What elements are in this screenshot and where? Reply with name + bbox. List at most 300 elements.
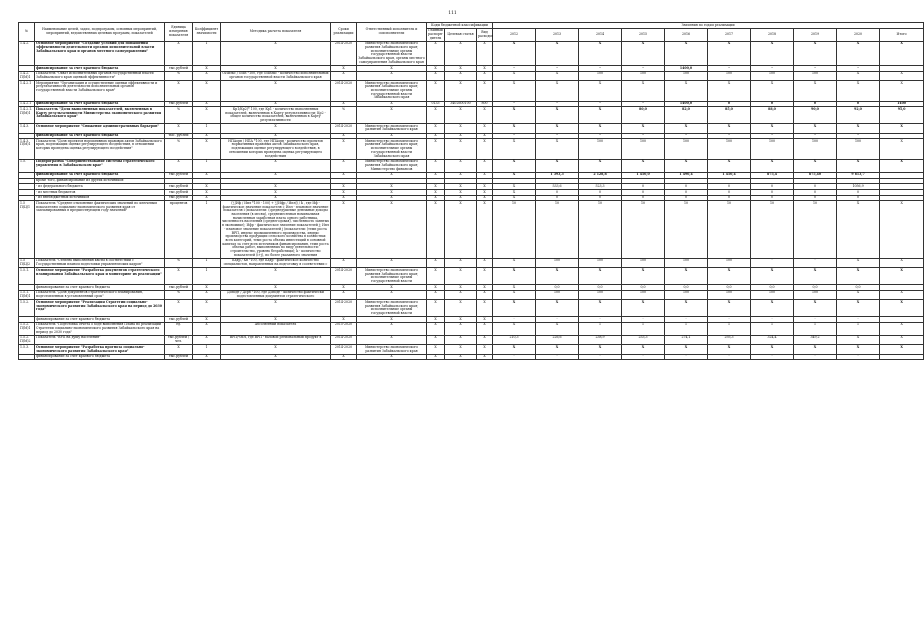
row-year-value: 1056,9	[837, 184, 880, 190]
row-year-value: X	[837, 290, 880, 299]
row-unit: X	[165, 300, 193, 317]
row-item-code: X	[445, 300, 477, 317]
row-year-value: 0	[751, 195, 794, 201]
row-year-value: -	[493, 354, 536, 360]
row-method: Кадр / Кв *100, где Кадр - фактическое количество специалистов, направленных на подготовку в соответствии с	[221, 258, 331, 267]
row-year-value: 533,6	[536, 184, 579, 190]
row-responsible: Министерство экономического развития Забайкальского края; исполнительные органы государственной власти	[357, 268, 427, 285]
row-item-code: X	[445, 124, 477, 133]
row-year-value: 0	[794, 190, 837, 196]
row-year-value: 100	[708, 71, 751, 80]
row-year-value: 100	[622, 290, 665, 299]
row-name: финансирование за счет краевого бюджета	[35, 133, 165, 139]
row-method: X	[221, 159, 331, 172]
row-term: X	[331, 258, 357, 267]
row-chief-code: X	[427, 345, 445, 354]
row-year-value: 10	[794, 201, 837, 259]
row-item-code: X	[445, 107, 477, 124]
row-kind-code: X	[477, 290, 493, 299]
row-name: Основное мероприятие "Разработка документов стратегического планирования Забайкальского края и мониторинг их реализации"	[35, 268, 165, 285]
row-responsible: Министерство экономического развития Забайкальского края; исполнительные органы государственной власти Забайкальского края, органы местного самоуправления Забайкальского края	[358, 41, 425, 64]
row-chief-code: X	[427, 300, 445, 317]
row-method: X	[221, 345, 331, 354]
row-year-value: 0	[536, 195, 579, 201]
row-year-value: 1 490,4	[665, 172, 708, 178]
row-year-value: 523,3	[579, 184, 622, 190]
row-year-value: -	[579, 66, 622, 72]
row-unit: процентов	[165, 201, 193, 259]
row-coef: X	[193, 300, 221, 317]
row-year-value: X	[665, 300, 708, 317]
row-year-value: 0	[708, 190, 751, 196]
row-term: X	[331, 133, 357, 139]
row-total: X	[880, 335, 924, 344]
row-method: Абсолютный показатель	[221, 322, 331, 335]
row-kind-code: X	[477, 317, 493, 323]
row-kind-code: X	[477, 354, 493, 360]
row-year-value: 1	[579, 322, 622, 335]
row-year-value: X	[837, 81, 880, 102]
row-unit: %	[165, 290, 193, 299]
row-responsible: Министерство экономического развития Забайкальского края; исполнительные органы государственной власти Забайкальского края	[357, 139, 427, 160]
row-name: - из местных бюджетов	[35, 190, 165, 196]
row-chief-code: X	[427, 195, 445, 201]
row-responsible: X	[357, 258, 427, 267]
row-year-value: X	[794, 268, 837, 285]
row-year-value: X	[837, 124, 880, 133]
table-row	[19, 300, 924, 317]
row-responsible: X	[357, 172, 427, 178]
row-unit: X	[165, 345, 193, 354]
row-kind-code: X	[477, 159, 493, 172]
row-method: X	[221, 285, 331, 291]
header-kind: Вид расходов	[477, 28, 493, 41]
row-total: X	[880, 124, 924, 133]
row-term: X	[331, 354, 357, 360]
row-coef: X	[193, 285, 221, 291]
row-year-value: 0,0	[579, 285, 622, 291]
row-year-value: 10	[536, 201, 579, 259]
row-year-value: -	[579, 101, 622, 107]
header-year: 2012	[493, 28, 536, 41]
row-number: 1.4.2.	[19, 41, 35, 65]
row-year-value: X	[536, 71, 579, 80]
row-coef: 1	[193, 345, 221, 354]
row-year-value: 100	[794, 71, 837, 80]
table-row	[19, 345, 924, 354]
row-year-value: 100	[579, 290, 622, 299]
row-coef: X	[193, 195, 221, 201]
row-year-value: 0,0	[794, 285, 837, 291]
table-row	[19, 107, 924, 124]
row-method: X	[221, 101, 331, 107]
row-year-value: X	[794, 159, 837, 172]
row-year-value: X	[493, 71, 536, 80]
row-year-value: X	[665, 268, 708, 285]
row-name: - из внебюджетных источников	[35, 195, 165, 201]
row-year-value: -	[665, 354, 708, 360]
row-year-value: -	[794, 133, 837, 139]
row-kind-code: X	[477, 81, 493, 102]
row-year-value: -	[794, 354, 837, 360]
row-year-value: -	[665, 317, 708, 323]
row-total: X	[880, 268, 924, 285]
row-item-code: X	[445, 258, 477, 267]
row-year-value: X	[751, 300, 794, 317]
header-unit: Единица измерения показателя	[165, 23, 193, 42]
row-coef: X	[193, 322, 221, 335]
row-unit: X	[165, 159, 193, 172]
row-method: X	[221, 317, 331, 323]
header-total: Итого	[880, 28, 924, 41]
row-year-value: X	[493, 159, 536, 172]
row-kind-code: X	[477, 124, 493, 133]
row-item-code: X	[445, 159, 477, 172]
row-unit: %	[165, 139, 193, 160]
row-kind-code: X	[477, 184, 493, 190]
row-method: НПАорв / НПА *100, где НПАорв - количество проектов нормативных правовых актов Забайкальского края, подлежащих оценке регулирующего воздействия, в отношении которых проведена оценка регулирующего воздействия	[221, 139, 331, 160]
row-responsible: X	[357, 354, 427, 360]
row-number: 1.4.2.1	[19, 101, 35, 107]
row-kind-code: X	[477, 285, 493, 291]
row-year-value: 100	[579, 71, 622, 80]
row-year-value: X	[837, 258, 880, 267]
row-year-value: 324,4	[751, 335, 794, 344]
row-year-value: 100	[665, 71, 708, 80]
header-item: Целевая статья	[445, 28, 477, 41]
row-year-value: X	[493, 195, 536, 201]
row-term: X	[331, 139, 357, 160]
row-year-value: X	[794, 300, 837, 317]
row-year-value: X	[751, 41, 794, 65]
row-method: ОИВэкс / ОИВ *100, где ОИВэкс - количество исполнительных органов государственной власти Забайкальского края	[222, 71, 329, 79]
row-year-value: X	[622, 41, 665, 65]
table-row	[19, 290, 924, 299]
row-year-value: 0	[751, 190, 794, 196]
row-chief-code: X	[427, 71, 445, 80]
row-year-value: 100	[536, 258, 579, 267]
row-year-value: X	[493, 124, 536, 133]
row-year-value: 10	[579, 201, 622, 259]
row-unit: тыс.рублей	[165, 190, 193, 196]
row-year-value: -	[837, 317, 880, 323]
row-year-value: 100	[708, 290, 751, 299]
row-year-value: -	[751, 258, 794, 267]
row-term: 2014-2020	[331, 268, 357, 285]
row-year-value: 0	[665, 184, 708, 190]
row-chief-code: X	[427, 290, 445, 299]
row-responsible: X	[357, 335, 427, 344]
row-year-value: 1	[794, 322, 837, 335]
row-unit: тыс.рублей	[165, 184, 193, 190]
row-unit: X	[165, 268, 193, 285]
row-responsible: Министерство экономического развития Забайкальского края; исполнительные органы государственной власти	[357, 300, 427, 317]
row-chief-code: X	[427, 268, 445, 285]
row-year-value: X	[665, 345, 708, 354]
row-year-value: 1400,0	[665, 66, 708, 72]
row-year-value: X	[751, 124, 794, 133]
row-coef: 1	[193, 41, 221, 65]
row-year-value: 0	[837, 190, 880, 196]
row-coef: X	[193, 335, 221, 344]
row-year-value: -	[708, 66, 751, 72]
program-table	[18, 22, 924, 360]
row-year-value: X	[579, 124, 622, 133]
table-row	[19, 268, 924, 285]
row-year-value: 88,0	[751, 107, 794, 124]
row-total: X	[880, 300, 924, 317]
row-term: 2014-2020	[331, 335, 357, 344]
header-term: Сроки реализации	[331, 23, 357, 42]
header-method: Методика расчета показателя	[221, 23, 331, 42]
row-responsible: X	[357, 285, 427, 291]
row-coef: X	[193, 133, 221, 139]
row-year-value: 0	[665, 195, 708, 201]
header-resp: Ответственный исполнитель и соисполнители	[357, 23, 427, 42]
row-year-value: 349,2	[794, 335, 837, 344]
row-year-value: -	[837, 133, 880, 139]
row-chief-code: X	[427, 335, 445, 344]
row-year-value: 238,9	[579, 335, 622, 344]
row-year-value: -	[708, 133, 751, 139]
row-year-value: 100	[751, 290, 794, 299]
row-name: - из федерального бюджета	[35, 184, 165, 190]
row-year-value: X	[579, 107, 622, 124]
row-unit: %	[165, 107, 193, 124]
row-term: X	[331, 66, 357, 72]
row-year-value: 0	[579, 190, 622, 196]
row-item-code: X	[445, 66, 477, 72]
row-year-value: -	[536, 66, 579, 72]
row-year-value: 293,3	[708, 335, 751, 344]
row-year-value: 100	[622, 71, 665, 80]
row-chief-code: X	[427, 184, 445, 190]
row-method: ВРП/ЧНН, где ВРП - валовой региональный продукт в	[221, 335, 331, 344]
row-year-value: 100	[751, 139, 794, 160]
row-name: Показатель "Степень выполнения квоты в соответствии с Государственным планом подготовки управленческих кадров"	[35, 258, 165, 267]
row-year-value: 0,0	[665, 285, 708, 291]
row-coef: X	[193, 81, 221, 102]
row-chief-code: X	[427, 258, 445, 267]
row-item-code: X	[445, 268, 477, 285]
row-year-value: X	[493, 290, 536, 299]
row-item-code: X	[445, 41, 477, 65]
row-kind-code: X	[477, 300, 493, 317]
row-kind-code: X	[477, 107, 493, 124]
row-term: X	[331, 290, 357, 299]
row-term: 2014-2020	[331, 81, 357, 102]
row-year-value: X	[493, 81, 536, 102]
row-method: Кр1/Кр2)* 100, где Кр1 - количество выполненных показателей, включенных в Карту результативности; Кр2 - общее количество показателей, включенных в Карту результативности	[221, 107, 331, 124]
row-year-value: 0	[751, 101, 794, 107]
row-year-value: 0	[665, 190, 708, 196]
header-num: №	[19, 23, 35, 42]
row-number: 1.5 П(Ц)2	[19, 258, 35, 267]
row-year-value: 0,0	[536, 285, 579, 291]
row-year-value: X	[493, 322, 536, 335]
row-year-value: X	[493, 107, 536, 124]
row-term: 2014-2020	[331, 345, 357, 354]
row-name: Показатель "Доля выполненных показателей, включенных в Карту результативности Министерства экономического развития Забайкальского края"	[35, 107, 165, 124]
row-year-value: X	[493, 172, 536, 178]
row-total: X	[880, 159, 924, 172]
row-responsible: Министерство экономического развития Забайкальского края; Министерство финансов	[357, 159, 427, 172]
row-unit: тыс.рублей	[165, 317, 193, 323]
row-year-value: X	[579, 159, 622, 172]
row-year-value: -	[622, 354, 665, 360]
row-method: X	[221, 124, 331, 133]
row-year-value: 0	[579, 195, 622, 201]
row-method: X	[221, 133, 331, 139]
row-unit: тыс. рублей	[165, 133, 193, 139]
row-year-value: X	[837, 345, 880, 354]
row-year-value: 0	[622, 190, 665, 196]
row-year-value: X	[493, 268, 536, 285]
row-name: Подпрограмма "Совершенствование системы стратегического управления в Забайкальском крае"	[35, 159, 165, 172]
row-term: 2014-2020	[331, 41, 357, 65]
row-year-value: 100	[665, 258, 708, 267]
row-year-value: X	[794, 41, 837, 65]
row-year-value: -	[837, 66, 880, 72]
row-coef: X	[193, 290, 221, 299]
row-responsible: X	[357, 133, 427, 139]
row-year-value: X	[708, 268, 751, 285]
row-year-value: X	[837, 159, 880, 172]
row-total	[880, 354, 924, 360]
header-year: 2018	[751, 28, 794, 41]
row-name: Основное мероприятие "Разработка прогноза социально-экономического развития Забайкальского края"	[35, 345, 165, 354]
row-chief-code: X	[427, 285, 445, 291]
row-term: X	[331, 159, 357, 172]
row-kind-code: X	[477, 322, 493, 335]
row-method: X	[221, 172, 331, 178]
row-item-code: X	[445, 290, 477, 299]
row-year-value: X	[837, 268, 880, 285]
row-year-value: X	[622, 81, 665, 102]
row-item-code: X	[445, 195, 477, 201]
row-year-value: X	[665, 159, 708, 172]
row-name: Показатель "Доля документов стратегического планирования, подготовленных в установленный срок"	[35, 290, 165, 299]
row-year-value: 1	[708, 322, 751, 335]
row-total: X	[880, 71, 924, 80]
row-item-code: X	[445, 190, 477, 196]
row-year-value: 875,40	[794, 172, 837, 178]
row-year-value: 0	[622, 195, 665, 201]
row-item-code: X	[445, 139, 477, 160]
row-number	[19, 354, 35, 360]
row-method: X	[221, 190, 331, 196]
row-method: X	[221, 354, 331, 360]
row-year-value: X	[837, 335, 880, 344]
row-year-value: 0	[794, 184, 837, 190]
row-year-value: -	[493, 101, 536, 107]
row-unit: тыс.рублей	[165, 195, 193, 201]
row-year-value: -	[536, 317, 579, 323]
row-year-value: X	[837, 41, 880, 65]
row-term: 2014-2020	[331, 300, 357, 317]
row-kind-code: X	[477, 172, 493, 178]
row-year-value: X	[665, 81, 708, 102]
row-year-value: -	[536, 354, 579, 360]
row-coef: X	[193, 66, 221, 72]
row-responsible: X	[357, 317, 427, 323]
row-chief-code: X	[427, 159, 445, 172]
row-name: Основное мероприятие "Снижение административных барьеров"	[35, 124, 165, 133]
row-chief-code: X	[427, 107, 445, 124]
row-term: 2014-2020	[331, 124, 357, 133]
row-total: 95,0	[880, 107, 924, 124]
row-number: 1.4.2.1	[19, 81, 35, 102]
row-year-value: 0	[794, 195, 837, 201]
row-item-code: X	[445, 133, 477, 139]
table-row	[19, 124, 924, 133]
row-responsible: X	[357, 101, 427, 107]
row-year-value: -	[622, 317, 665, 323]
row-responsible: Министерство экономического развития Забайкальского края	[357, 124, 427, 133]
row-year-value: X	[493, 300, 536, 317]
row-item-code: X	[445, 354, 477, 360]
row-method: X	[221, 184, 331, 190]
row-total: X	[880, 201, 924, 259]
row-year-value: 10	[751, 201, 794, 259]
row-year-value: 100	[579, 258, 622, 267]
row-term: X	[331, 190, 357, 196]
row-kind-code: X	[477, 335, 493, 344]
row-kind-code: X	[477, 71, 493, 80]
row-year-value: X	[493, 184, 536, 190]
row-year-value: X	[622, 300, 665, 317]
row-responsible: X	[357, 195, 427, 201]
row-year-value: X	[837, 201, 880, 259]
row-chief-code: X	[427, 124, 445, 133]
row-year-value: 10	[493, 201, 536, 259]
row-name: кроме того, финансирование из других источников:	[35, 178, 165, 184]
row-year-value: -	[665, 133, 708, 139]
row-year-value: 100	[751, 71, 794, 80]
row-unit: тыс.рублей	[165, 66, 193, 72]
row-year-value: X	[579, 300, 622, 317]
row-year-value: X	[536, 107, 579, 124]
row-year-value: -	[622, 133, 665, 139]
row-year-value: -	[493, 317, 536, 323]
row-year-value: 10	[708, 201, 751, 259]
row-method: Доподг / Дсрб *100, где Доподг - количество фактически подготовленных документов стратегического	[221, 290, 331, 299]
row-year-value: 80,0	[622, 107, 665, 124]
row-responsible: X	[357, 290, 427, 299]
row-year-value: -	[493, 133, 536, 139]
row-year-value: -	[579, 354, 622, 360]
row-responsible: Министерство экономического развития Забайкальского края	[357, 345, 427, 354]
row-number: 1.5.1.	[19, 268, 35, 285]
row-item-code: X	[445, 285, 477, 291]
row-year-value: 1 393,3	[536, 172, 579, 178]
row-unit: тыс.рублей	[165, 354, 193, 360]
row-chief-code: X	[427, 133, 445, 139]
row-year-value: X	[579, 345, 622, 354]
row-unit: тыс.рублей / чел.	[165, 335, 193, 344]
row-name: финансирование за счет краевого бюджета	[35, 172, 165, 178]
row-year-value: X	[536, 41, 579, 65]
row-total: X	[880, 258, 924, 267]
row-kind-code: X	[477, 195, 493, 201]
row-chief-code: X	[427, 201, 445, 259]
row-term: X	[331, 172, 357, 178]
header-year: 2015	[622, 28, 665, 41]
row-item-code: X	[445, 317, 477, 323]
row-kind-code: X	[477, 258, 493, 267]
row-year-value: X	[536, 300, 579, 317]
row-total: X	[880, 345, 924, 354]
